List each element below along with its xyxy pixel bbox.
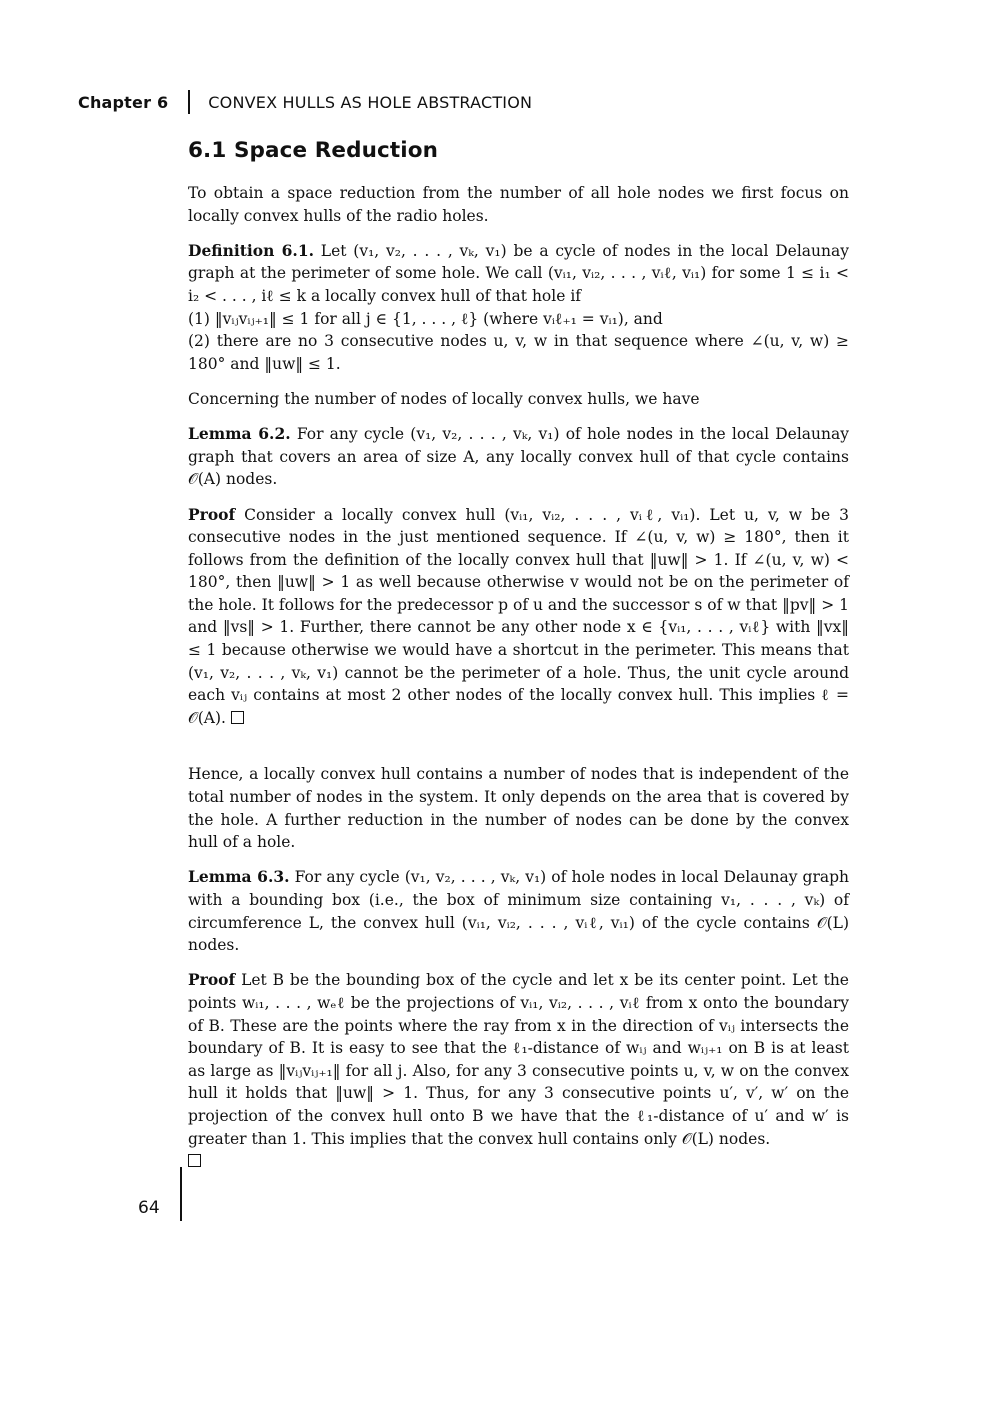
- paragraph-text: Hence, a locally convex hull contains a number of nodes that is independent of the total number of nodes in the system. It only depends on the area that is covered by the hole. A further reduction in the number of nodes can be done by the convex hull of a hole.: [188, 765, 849, 852]
- qed-square-icon: [231, 711, 244, 724]
- paragraph-text: Concerning the number of nodes of locally convex hulls, we have: [188, 389, 700, 408]
- page-number: 64: [138, 1198, 160, 1218]
- page-footer: [138, 1167, 182, 1221]
- proof-lemma-6-2: [188, 504, 849, 730]
- definition-label: Definition 6.1.: [188, 240, 314, 260]
- proof-text: Let B be the bounding box of the cycle and let x be its center point. Let the points wᵢ₁, . . . , wₑℓ be the projections of vᵢ₁, vᵢ₂, . . . , vᵢℓ from x onto the boundary of B. These are the points where the ray from x in the direction of vᵢⱼ intersects the boundary of B. It is easy to see that the ℓ₁-distance of wᵢⱼ and wᵢⱼ₊₁ on B is at least as large as ‖vᵢⱼvᵢⱼ₊₁‖ for all j. Also, for any 3 consecutive points u, v, w on the convex hull it holds that ‖uw‖ > 1. Thus, for any 3 consecutive points u′, v′, w′ on the projection of the convex hull onto B we have that the ℓ₁-distance of u′ and w′ is greater than 1. This implies that the convex hull contains only 𝒪(L) nodes.: [188, 971, 849, 1148]
- proof-label: Proof: [188, 504, 236, 524]
- lemma-text: For any cycle (v₁, v₂, . . . , vₖ, v₁) of hole nodes in local Delaunay graph with a bounding box (i.e., the box of minimum size containing v₁, . . . , vₖ) of circumference L, the convex hull (vᵢ₁, vᵢ₂, . . . , vᵢℓ, vᵢ₁) of the cycle contains 𝒪(L) nodes.: [188, 868, 850, 955]
- header-divider: [188, 90, 190, 114]
- transition-paragraph: [188, 388, 849, 411]
- definition-condition-1: (1) ‖vᵢⱼvᵢⱼ₊₁‖ ≤ 1 for all j ∈ {1, . . . , ℓ} (where vᵢℓ₊₁ = vᵢ₁), and: [188, 309, 663, 328]
- lemma-label: Lemma 6.3.: [188, 867, 290, 887]
- running-head: [78, 90, 532, 114]
- definition-condition-2: (2) there are no 3 consecutive nodes u, v, w in that sequence where ∠(u, v, w) ≥ 180° and ‖uw‖ ≤ 1.: [188, 332, 849, 373]
- lemma-text: For any cycle (v₁, v₂, . . . , vₖ, v₁) of hole nodes in the local Delaunay graph that covers an area of size A, any locally convex hull of that cycle contains 𝒪(A) nodes.: [188, 425, 850, 489]
- chapter-label: Chapter 6: [78, 92, 169, 112]
- lemma-label: Lemma 6.2.: [188, 424, 291, 444]
- proof-text: Consider a locally convex hull (vᵢ₁, vᵢ₂, . . . , vᵢℓ, vᵢ₁). Let u, v, w be 3 consecutive nodes in the just mentioned sequence. If ∠(u, v, w) ≥ 180°, then it follows from the definition of the locally convex hull that ‖uw‖ > 1. If ∠(u, v, w) < 180°, then ‖uw‖ > 1 as well because otherwise v would not be on the perimeter of the hole. It follows for the predecessor p of u and the successor s of w that ‖pv‖ > 1 and ‖vs‖ > 1. Further, there cannot be any other node x ∈ {vᵢ₁, . . . , vᵢℓ} with ‖vx‖ ≤ 1 because otherwise we would have a shortcut in the perimeter. This means that (v₁, v₂, . . . , vₖ, v₁) cannot be the perimeter of a hole. Thus, the unit cycle around each vᵢⱼ contains at most 2 other nodes of the locally convex hull. This implies ℓ = 𝒪(A).: [188, 505, 849, 727]
- proof-lemma-6-3: [188, 969, 849, 1172]
- footer-divider: [180, 1167, 182, 1221]
- lemma-6-2: [188, 423, 849, 491]
- definition-6-1: [188, 240, 849, 376]
- intro-paragraph: [188, 182, 849, 227]
- definition-text: Let (v₁, v₂, . . . , vₖ, v₁) be a cycle of nodes in the local Delaunay graph at the perimeter of some hole. We call (vᵢ₁, vᵢ₂, . . . , vᵢℓ, vᵢ₁) for some 1 ≤ i₁ < i₂ < . . . , iℓ ≤ k a locally convex hull of that hole if: [188, 241, 849, 305]
- section-title: 6.1 Space Reduction: [188, 138, 438, 163]
- proof-label: Proof: [188, 970, 236, 990]
- discussion-paragraph: [188, 763, 849, 853]
- chapter-title: CONVEX HULLS AS HOLE ABSTRACTION: [208, 92, 533, 112]
- body-text: [188, 182, 849, 1185]
- qed-square-icon: [188, 1154, 201, 1167]
- lemma-6-3: [188, 866, 849, 956]
- paragraph-text: To obtain a space reduction from the number of all hole nodes we first focus on locally convex hulls of the radio holes.: [188, 184, 849, 225]
